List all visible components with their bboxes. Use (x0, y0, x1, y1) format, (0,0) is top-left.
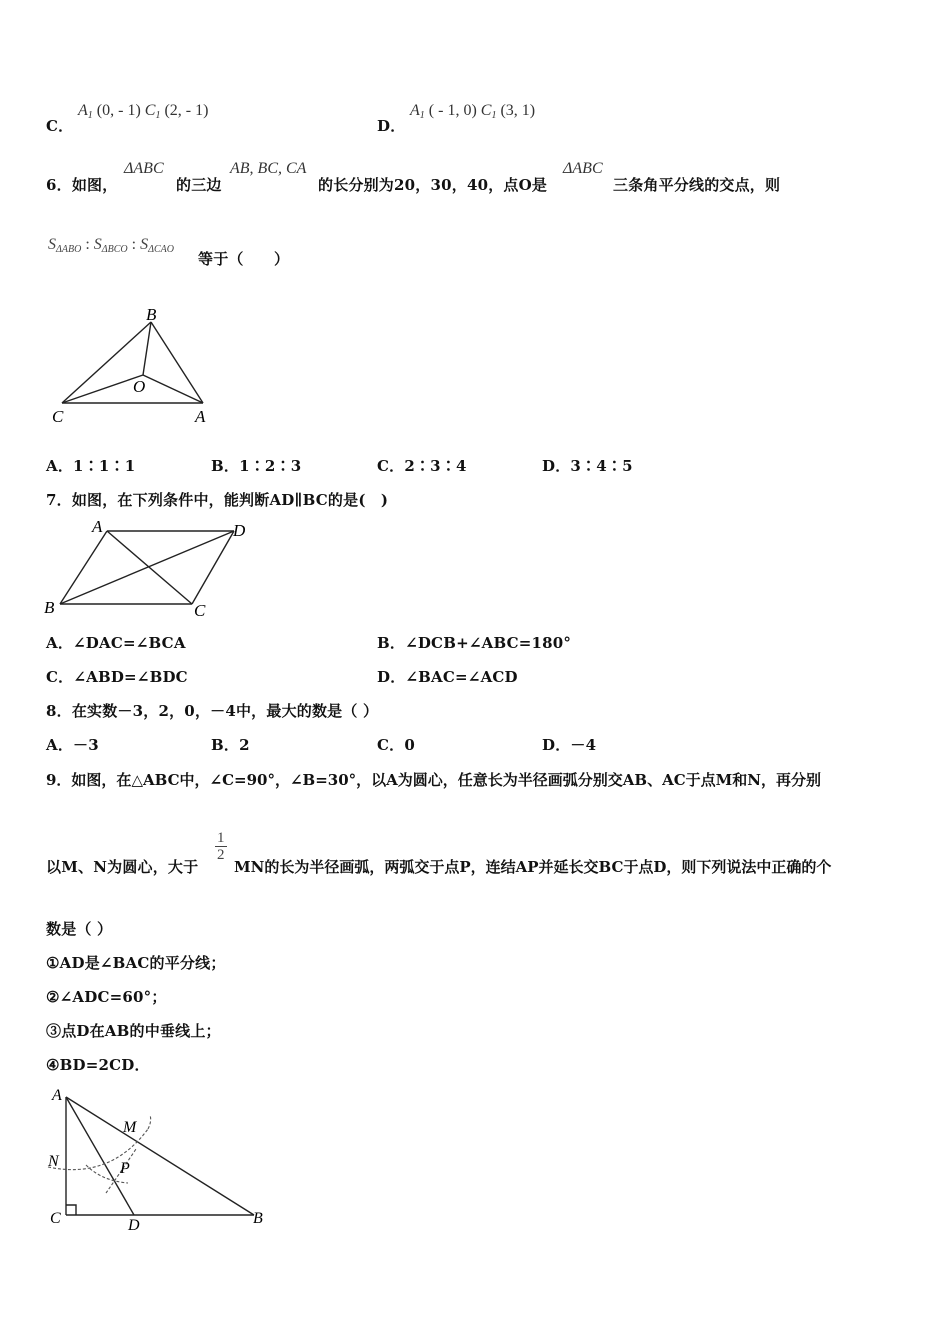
q9-stem-line2a: 以M、N为圆心，大于 (46, 858, 199, 876)
q6-option-d[interactable]: D．3∶4∶5 (542, 457, 633, 475)
q5-option-d-math: $A_1$ ( - 1, 0) $C_1$ (3, 1) (410, 102, 536, 121)
q9-triangle-figure (40, 1085, 280, 1235)
q9-stem-line3: 数是（ ） (46, 920, 113, 938)
q7-segment-bd (60, 531, 234, 604)
q9-label-n: N (48, 1153, 59, 1170)
q9-segment-ab (66, 1097, 254, 1215)
q7-label-a: A (92, 517, 103, 536)
q6-area-ratio: $S_{\Delta ABO}$ : $S_{\Delta BCO}$ : $S_{\Delta CAO}$ (48, 236, 174, 255)
q7-segment-ac (107, 531, 192, 604)
q5-option-d[interactable] (377, 115, 405, 136)
q5-option-c-label: C． (46, 117, 74, 135)
q6-text3: 的长分别为20，30，40，点O是 (318, 176, 548, 194)
q7-parallelogram-figure (40, 515, 260, 620)
q7-option-c[interactable]: C．∠ABD=∠BDC (46, 668, 188, 686)
q7-label-d: D (233, 521, 246, 540)
q7-parallelogram-lines (60, 531, 234, 604)
q5-option-c[interactable] (46, 115, 73, 136)
q6-triangle-figure (40, 300, 230, 430)
q8-option-d[interactable]: D．－4 (542, 736, 597, 754)
q6-segment-co (62, 375, 146, 403)
q9-label-m: M (123, 1119, 137, 1136)
q9-label-a: A (52, 1087, 62, 1104)
q6-option-a[interactable]: A．1∶1∶1 (46, 457, 136, 475)
q7-option-d[interactable]: D．∠BAC=∠ACD (377, 668, 518, 686)
q7-segment-dc (192, 531, 234, 604)
q6-label-a: A (195, 407, 206, 426)
q7-option-b[interactable]: B．∠DCB+∠ABC=180° (377, 634, 572, 652)
q6-option-b[interactable]: B．1∶2∶3 (211, 457, 302, 475)
q6-stem-line1: 6．如图， (46, 176, 118, 194)
q9-label-p: P (120, 1160, 130, 1177)
q7-label-c: C (194, 601, 206, 620)
q9-item-4: ④BD=2CD． (46, 1056, 150, 1074)
q9-fraction-denominator: 2 (217, 847, 225, 863)
q9-arc-mn-extension (148, 1115, 151, 1129)
q7-option-a[interactable]: A．∠DAC=∠BCA (46, 634, 186, 652)
q9-label-b: B (253, 1210, 263, 1227)
q9-fraction-numerator: 1 (217, 830, 225, 846)
q9-fraction-half (215, 830, 227, 863)
q6-sides: AB, BC, CA (230, 160, 307, 177)
q6-label-c: C (52, 407, 64, 426)
q7-stem: 7．如图，在下列条件中，能判断AD∥BC的是( ) (46, 491, 389, 509)
q9-item-3: ③点D在AB的中垂线上； (46, 1022, 221, 1040)
q9-label-c: C (50, 1210, 61, 1227)
q9-segment-ad (66, 1097, 134, 1215)
q9-stem-line2b: MN的长为半径画弧，两弧交于点P，连结AP并延长交BC于点D，则下列说法中正确的个 (234, 858, 832, 876)
q6-text4: 三条角平分线的交点，则 (613, 176, 781, 194)
q6-option-c[interactable]: C．2∶3∶4 (377, 457, 467, 475)
q7-segment-ab (60, 531, 107, 604)
q9-item-1: ①AD是∠BAC的平分线； (46, 954, 226, 972)
q6-text5: 等于（ ） (198, 250, 290, 268)
q8-stem: 8．在实数－3，2，0，－4中，最大的数是（ ） (46, 702, 379, 720)
q9-triangle-lines (66, 1097, 254, 1215)
q7-label-b: B (44, 598, 55, 617)
q6-tri2: ΔABC (563, 160, 603, 177)
q6-segment-bo (143, 322, 151, 375)
q9-right-angle-mark (66, 1205, 76, 1215)
q9-label-d: D (128, 1217, 140, 1234)
q5-option-c-math: $A_1$ (0, - 1) $C_1$ (2, - 1) (78, 102, 209, 121)
q8-option-a[interactable]: A．－3 (46, 736, 99, 754)
q6-text2: 的三边 (176, 176, 222, 194)
q6-label-o: O (133, 377, 146, 396)
q9-item-2: ②∠ADC=60°； (46, 988, 167, 1006)
q9-stem-line1: 9．如图，在△ABC中，∠C=90°，∠B=30°，以A为圆心，任意长为半径画弧分别交AB、AC于点M和N，再分别 (46, 771, 821, 789)
q6-label-b: B (146, 305, 157, 324)
q8-option-c[interactable]: C．0 (377, 736, 415, 754)
q5-option-d-label: D． (377, 117, 406, 135)
q6-tri1: ΔABC (124, 160, 164, 177)
q8-option-b[interactable]: B．2 (211, 736, 250, 754)
